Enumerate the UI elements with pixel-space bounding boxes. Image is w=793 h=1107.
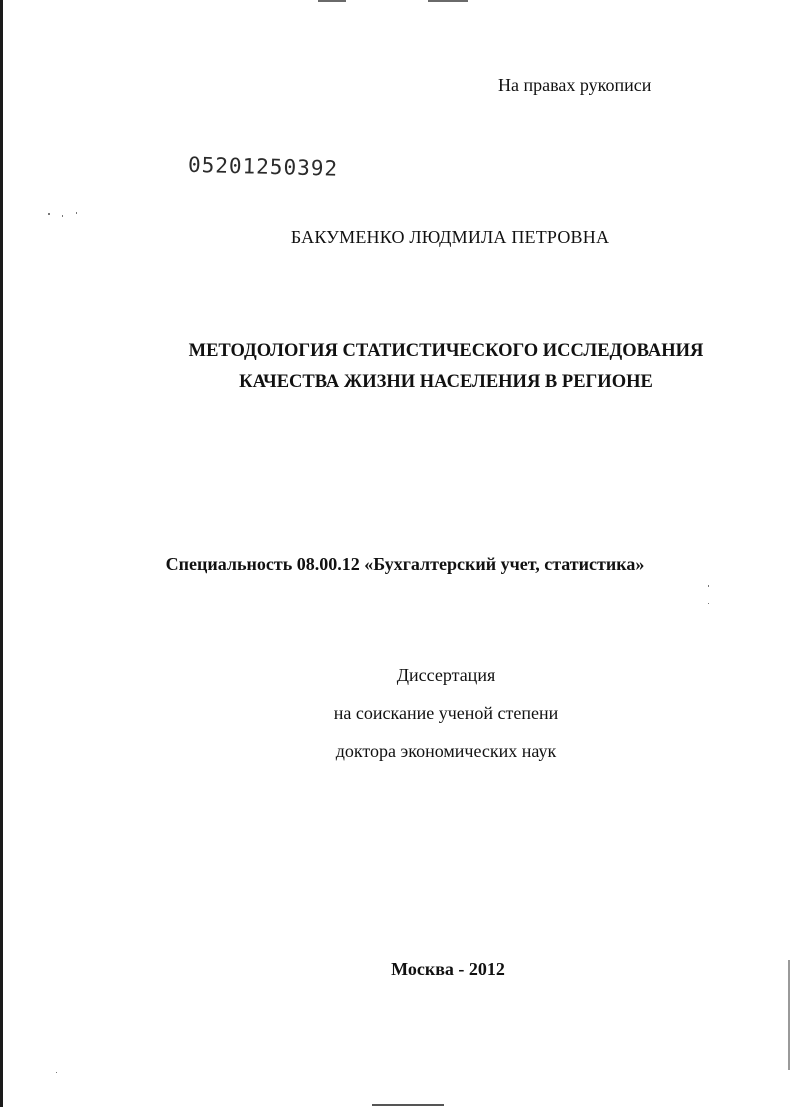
scan-speck [76,212,77,214]
scan-edge-right [788,960,790,1070]
dissertation-title-line-1: МЕТОДОЛОГИЯ СТАТИСТИЧЕСКОГО ИССЛЕДОВАНИЯ [188,341,704,361]
scan-speck [708,603,709,604]
scan-speck [56,1072,57,1073]
scan-mark-bottom [372,1104,444,1106]
degree-line-1: Диссертация [396,665,496,685]
scan-mark-top [318,0,346,2]
specialty-line: Специальность 08.00.12 «Бухгалтерский учет, статистика» [165,554,645,574]
scan-edge-left [0,0,3,1107]
author-name: БАКУМЕНКО ЛЮДМИЛА ПЕТРОВНА [290,227,610,247]
scan-mark-top [428,0,468,2]
scan-speck [62,215,63,217]
archive-number-stamp: 05201250392 [187,152,339,181]
dissertation-title-line-2: КАЧЕСТВА ЖИЗНИ НАСЕЛЕНИЯ В РЕГИОНЕ [239,372,653,392]
rights-notice: На правах рукописи [498,75,652,95]
degree-line-3: доктора экономических наук [335,741,557,761]
degree-line-2: на соискание ученой степени [333,703,559,723]
city-year: Москва - 2012 [391,959,505,979]
scan-speck [708,585,709,587]
scan-speck [48,213,50,215]
